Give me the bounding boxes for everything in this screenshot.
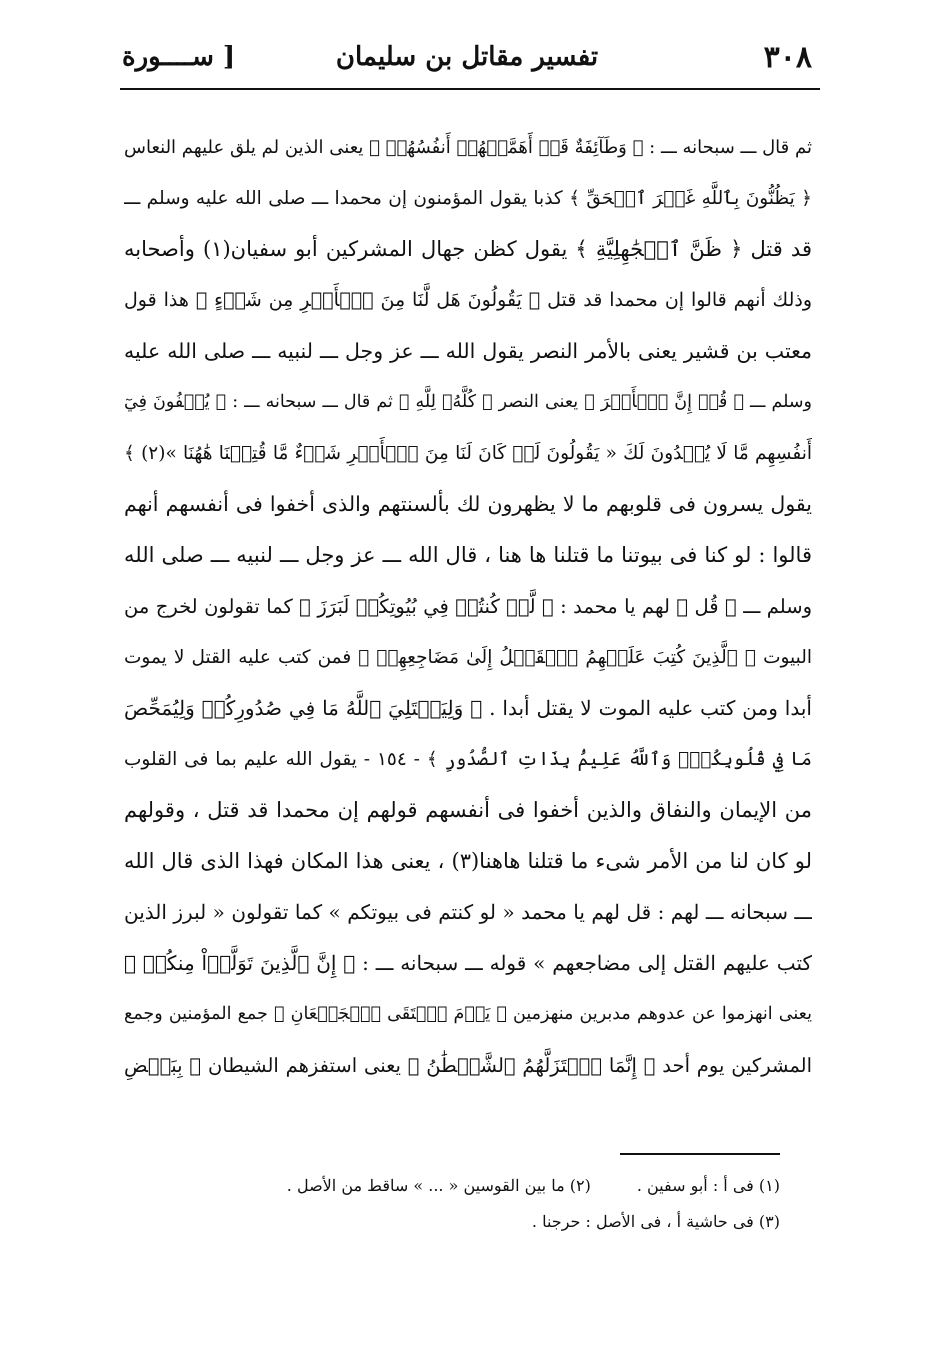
- book-title: تفسير مقاتل بن سليمان: [335, 42, 599, 72]
- text-line: قالوا : لو كنا فى بيوتنا ما قتلنا ها هنا ، قال الله ـــ عز وجل ـــ لنبيه ـــ صلى الله: [124, 543, 812, 567]
- text-line: مَا فِي قُلُوبِكُمۡۚ وَٱللَّهُ عَلِيمُۢ بِذَاتِ ٱلصُّدُورِ ﴾ - ١٥٤ - يقول الله عليم بما فى القلوب: [124, 749, 812, 770]
- page-header: [122, 36, 812, 86]
- text-line: قد قتل ﴿ ظَنَّ ٱلۡجَٰهِلِيَّةِ ﴾ يقول كظن جهال المشركين أبو سفيان(١) وأصحابه: [124, 237, 812, 261]
- footnote-rule: [620, 1153, 780, 1155]
- text-line: البيوت ﴿ ٱلَّذِينَ كُتِبَ عَلَيۡهِمُ ٱلۡقَتۡلُ إِلَىٰ مَضَاجِعِهِمۡ ﴾ فمن كتب عليه القتل لا يموت: [124, 647, 812, 668]
- text-line: يقول يسرون فى قلوبهم ما لا يظهرون لك بألسنتهم والذى أخفوا فى أنفسهم أنهم: [124, 492, 812, 516]
- text-line: معتب بن قشير يعنى بالأمر النصر يقول الله ـــ عز وجل ـــ لنبيه ـــ صلى الله عليه: [124, 339, 812, 363]
- footnote-1: (١) فى أ : أبو سفين .: [636, 1176, 780, 1195]
- text-line: من الإيمان والنفاق والذين أخفوا فى أنفسهم قولهم إن محمدا قد قتل ، وقولهم: [124, 798, 812, 822]
- text-line: وسلم ـــ ﴿ قُلۡ إِنَّ ٱلۡأَمۡرَ ﴾ يعنى النصر ﴿ كُلَّهُۥ لِلَّهِ ﴾ ثم قال ـــ سبحانه ـــ : ﴿ يُخۡفُونَ فِيٓ: [124, 392, 812, 412]
- main-text: [124, 122, 812, 1091]
- footnotes: [120, 1168, 780, 1240]
- text-line: وذلك أنهم قالوا إن محمدا قد قتل ﴿ يَقُولُونَ هَل لَّنَا مِنَ ٱلۡأَمۡرِ مِن شَيۡءٍ ﴾ هذا قول: [124, 289, 812, 311]
- text-line: ﴿ يَظُنُّونَ بِٱللَّهِ غَيۡرَ ٱلۡحَقِّ ﴾ كذبا يقول المؤمنون إن محمدا ـــ صلى الله عليه وسلم ـــ: [124, 188, 812, 209]
- surah-heading: [ ســــورة: [122, 42, 236, 72]
- page-number: ٣٠٨: [763, 40, 812, 75]
- footnote-row: [120, 1204, 780, 1240]
- text-line: يعنى انهزموا عن عدوهم مدبرين منهزمين ﴿ يَوۡمَ ٱلۡتَقَى ٱلۡجَمۡعَانِ ﴾ جمع المؤمنين وجمع: [124, 1004, 812, 1024]
- text-line: كتب عليهم القتل إلى مضاجعهم » قوله ـــ سبحانه ـــ : ﴿ إِنَّ ٱلَّذِينَ تَوَلَّوۡاْ مِنكُمۡ ﴾: [124, 951, 812, 975]
- text-line: لو كان لنا من الأمر شىء ما قتلنا هاهنا(٣) ، يعنى هذا المكان فهذا الذى قال الله: [124, 849, 812, 873]
- text-line: وسلم ـــ ﴿ قُل ﴾ لهم يا محمد : ﴿ لَّوۡ كُنتُمۡ فِي بُيُوتِكُمۡ لَبَرَزَ ﴾ كما تقولون لخرج من: [124, 595, 812, 618]
- footnote-3: (٣) فى حاشية أ ، فى الأصل : حرجنا .: [531, 1212, 780, 1231]
- text-line: أَنفُسِهِم مَّا لَا يُبۡدُونَ لَكَ « يَقُولُونَ لَوۡ كَانَ لَنَا مِنَ ٱلۡأَمۡرِ شَيۡءٌ مَّا قُتِلۡنَا هَٰهُنَا »(٢) ﴾: [124, 443, 812, 464]
- footnote-2: (٢) ما بين القوسين « ... » ساقط من الأصل .: [286, 1176, 591, 1195]
- header-rule: [120, 88, 820, 90]
- text-line: المشركين يوم أحد ﴿ إِنَّمَا ٱسۡتَزَلَّهُمُ ٱلشَّيۡطَٰنُ ﴾ يعنى استفزهم الشيطان ﴿ بِبَعۡضِ: [124, 1054, 812, 1077]
- text-line: ـــ سبحانه ـــ لهم : قل لهم يا محمد « لو كنتم فى بيوتكم » كما تقولون « لبرز الذين: [124, 900, 812, 924]
- text-line: ثم قال ـــ سبحانه ـــ : ﴿ وَطَآئِفَةٌ قَدۡ أَهَمَّتۡهُمۡ أَنفُسُهُمۡ ﴾ يعنى الذين لم يلق عليهم النعاس: [124, 137, 812, 158]
- footnote-row: [120, 1168, 780, 1204]
- text-line: أبدا ومن كتب عليه الموت لا يقتل أبدا . ﴿ وَلِيَبۡتَلِيَ ٱللَّهُ مَا فِي صُدُورِكُمۡ وَلِيُمَحِّصَ: [124, 696, 812, 720]
